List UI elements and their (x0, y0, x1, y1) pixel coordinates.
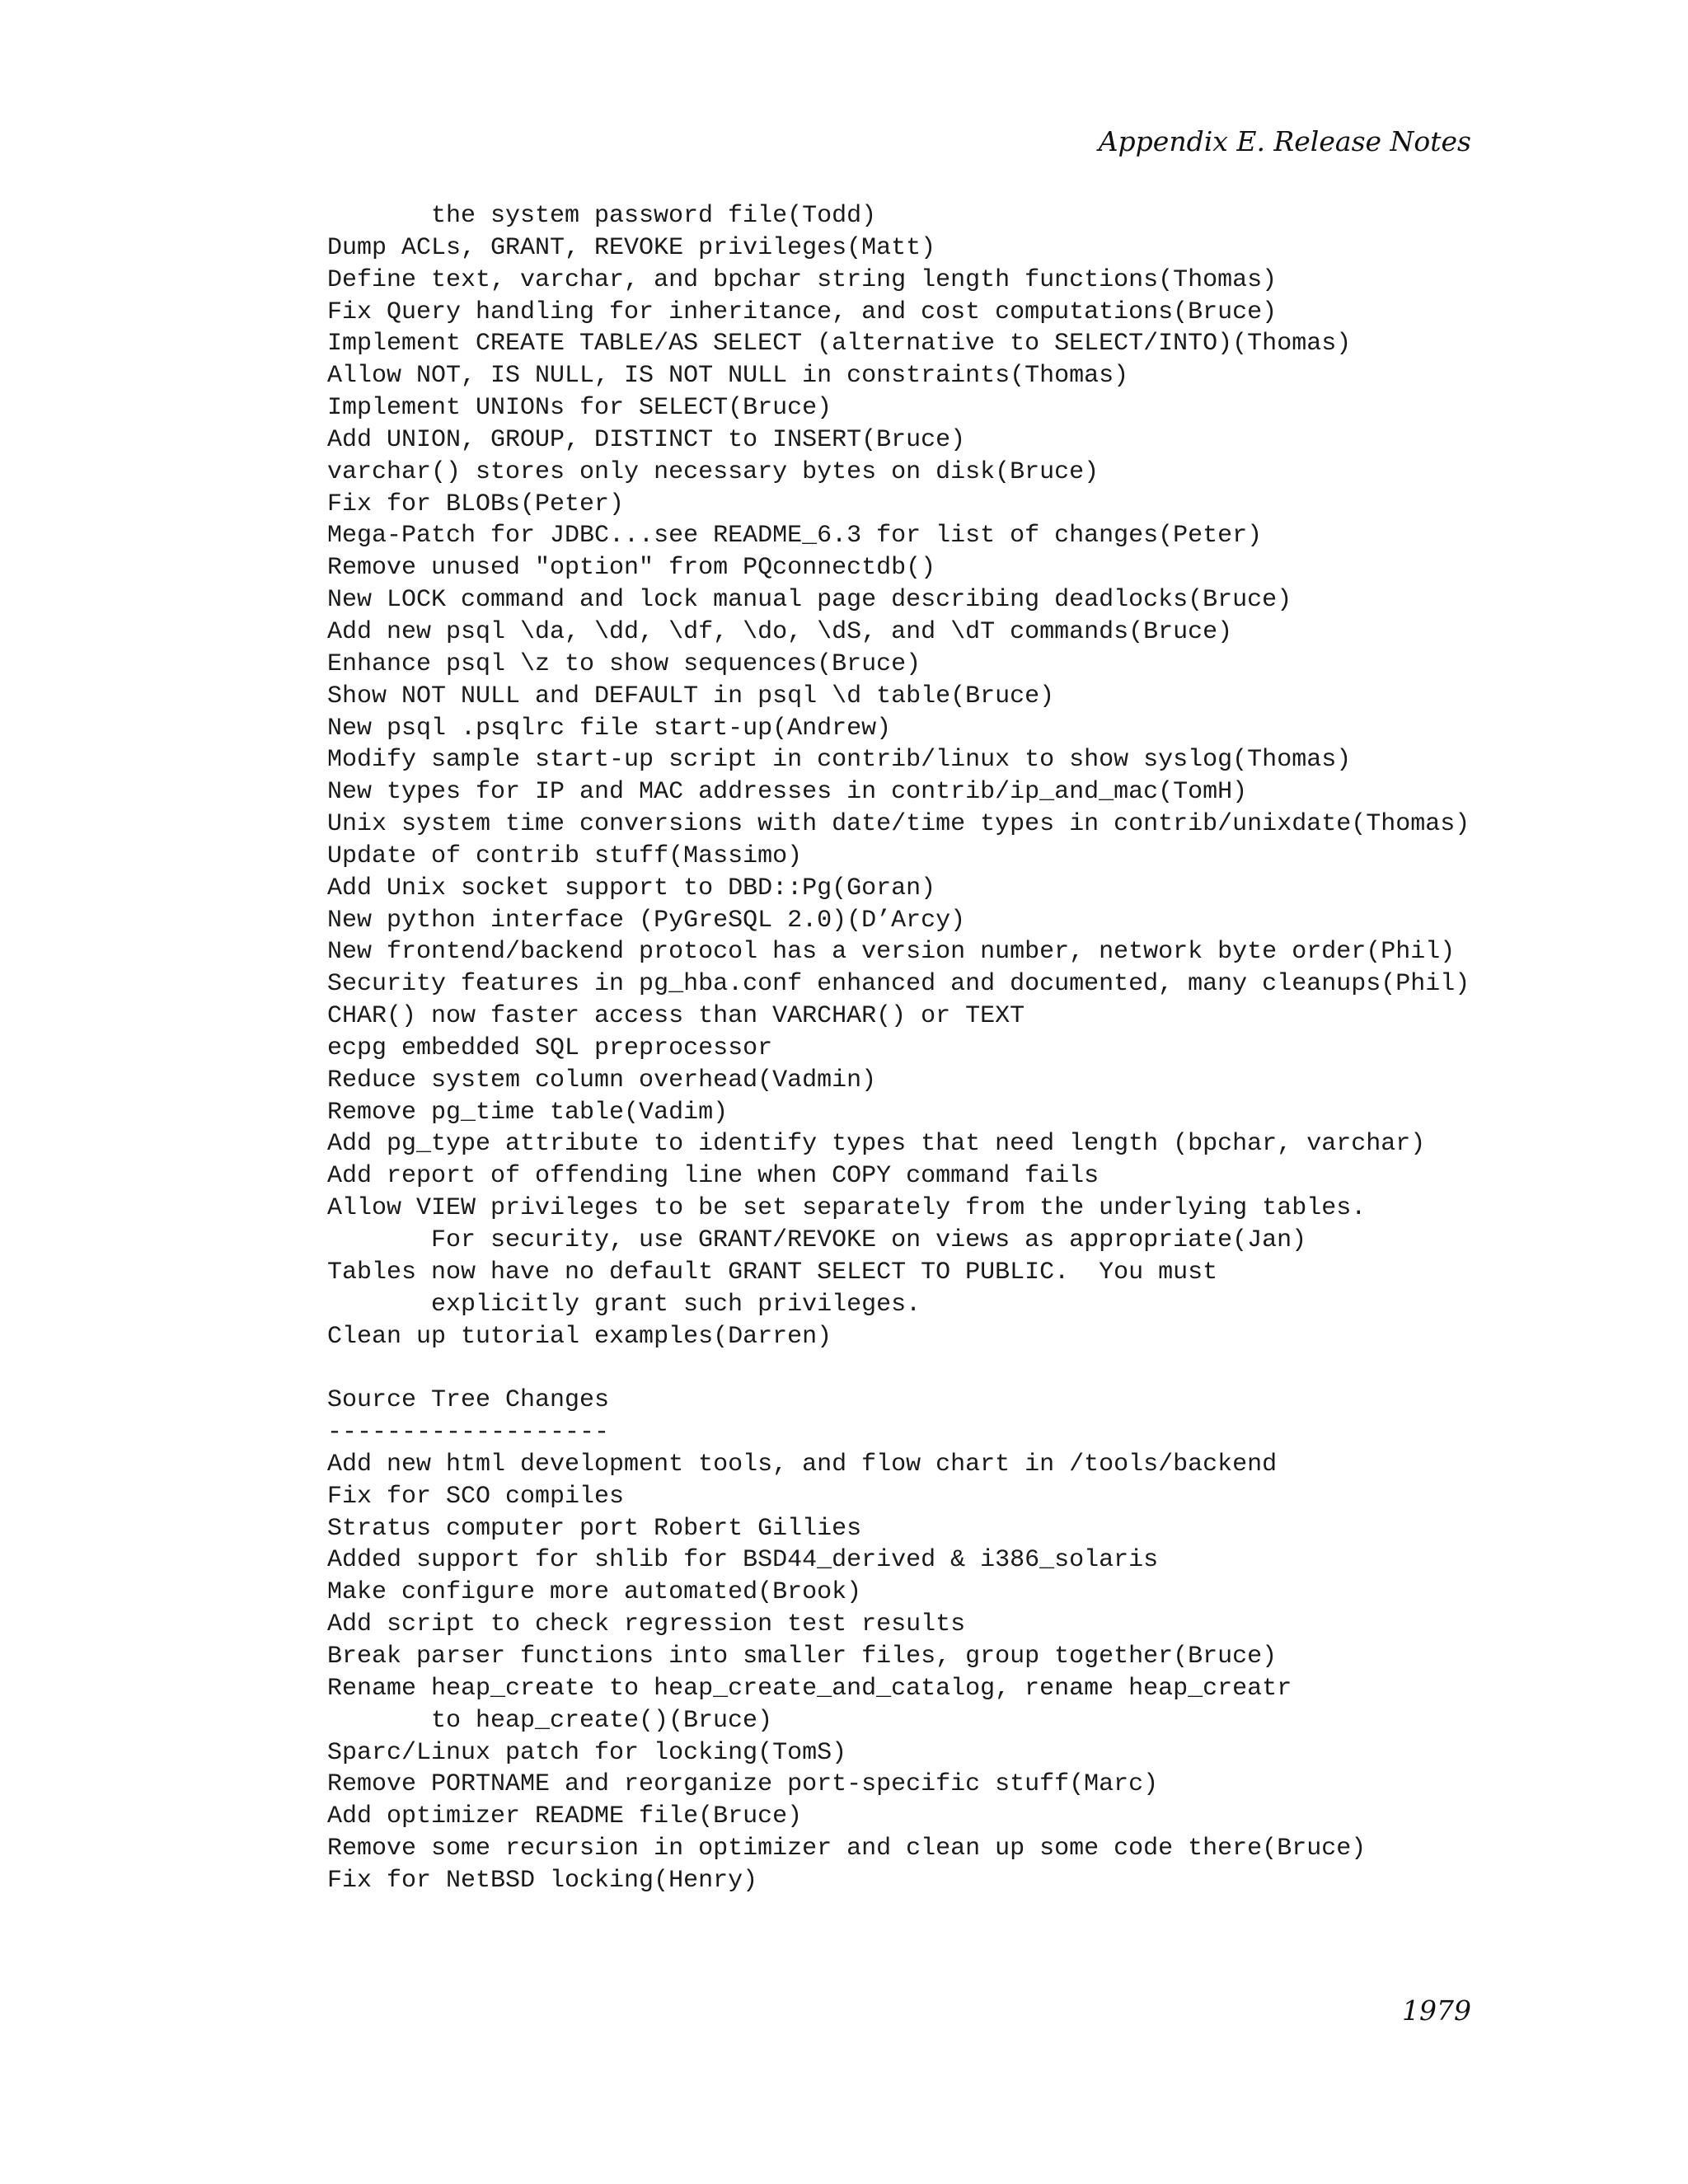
release-note-line: Add report of offending line when COPY command fails (327, 1162, 1100, 1191)
release-note-line: Reduce system column overhead(Vadmin) (327, 1066, 877, 1094)
release-note-line: New frontend/backend protocol has a version number, network byte order(Phil) (327, 938, 1456, 967)
release-note-line: Fix Query handling for inheritance, and cost computations(Bruce) (327, 298, 1278, 326)
release-note-line: Fix for NetBSD locking(Henry) (327, 1866, 758, 1895)
release-note-line: Unix system time conversions with date/time types in contrib/unixdate(Thomas) (327, 810, 1470, 839)
release-note-line: to heap_create()(Bruce) (431, 1706, 773, 1735)
release-note-line: Mega-Patch for JDBC...see README_6.3 for list of changes(Peter) (327, 522, 1263, 551)
release-note-line: Remove pg_time table(Vadim) (327, 1098, 729, 1127)
release-note-line: Allow NOT, IS NULL, IS NOT NULL in constraints(Thomas) (327, 362, 1129, 391)
release-note-line: Add UNION, GROUP, DISTINCT to INSERT(Bruce) (327, 425, 966, 454)
release-note-line: Rename heap_create to heap_create_and_catalog, rename heap_creatr (327, 1674, 1292, 1703)
release-note-line: New LOCK command and lock manual page describing deadlocks(Bruce) (327, 586, 1292, 615)
release-note-line: New types for IP and MAC addresses in contrib/ip_and_mac(TomH) (327, 778, 1248, 807)
release-note-line: Break parser functions into smaller files, group together(Bruce) (327, 1642, 1278, 1671)
release-note-line (327, 1352, 1564, 1385)
release-note-line: Added support for shlib for BSD44_derived & i386_solaris (327, 1546, 1159, 1575)
release-note-line: Stratus computer port Robert Gillies (327, 1514, 862, 1543)
release-note-line: Add new psql \da, \dd, \df, \do, \dS, and \dT commands(Bruce) (327, 617, 1233, 646)
release-note-line: Implement CREATE TABLE/AS SELECT (alternative to SELECT/INTO)(Thomas) (327, 330, 1352, 359)
release-note-line: the system password file(Todd) (431, 202, 877, 230)
release-note-line: Source Tree Changes (327, 1386, 610, 1415)
release-note-line: Add script to check regression test results (327, 1610, 966, 1639)
running-header: Appendix E. Release Notes (1098, 125, 1471, 157)
release-note-line: ------------------- (327, 1418, 610, 1447)
release-note-line: Implement UNIONs for SELECT(Bruce) (327, 394, 832, 423)
release-note-line: Remove some recursion in optimizer and clean up some code there(Bruce) (327, 1835, 1367, 1863)
release-note-line: Fix for SCO compiles (327, 1482, 625, 1511)
release-note-line: Clean up tutorial examples(Darren) (327, 1322, 832, 1351)
release-note-line: Security features in pg_hba.conf enhanced and documented, many cleanups(Phil) (327, 970, 1470, 999)
release-note-line: Dump ACLs, GRANT, REVOKE privileges(Matt) (327, 233, 936, 262)
page-number: 1979 (1402, 1994, 1471, 2027)
release-note-line: Add pg_type attribute to identify types that need length (bpchar, varchar) (327, 1130, 1426, 1159)
release-note-line: Add new html development tools, and flow chart in /tools/backend (327, 1450, 1278, 1479)
release-note-line: Add Unix socket support to DBD::Pg(Goran) (327, 874, 936, 902)
release-note-line: Make configure more automated(Brook) (327, 1578, 862, 1607)
release-note-line: Update of contrib stuff(Massimo) (327, 841, 803, 870)
release-note-line: Tables now have no default GRANT SELECT TO PUBLIC. You must (327, 1258, 1218, 1286)
release-note-line: Remove PORTNAME and reorganize port-specific stuff(Marc) (327, 1770, 1159, 1799)
release-note-line: explicitly grant such privileges. (431, 1290, 921, 1319)
release-note-line: Sparc/Linux patch for locking(TomS) (327, 1738, 847, 1767)
release-note-line: CHAR() now faster access than VARCHAR() or TEXT (327, 1002, 1025, 1031)
release-note-line: Fix for BLOBs(Peter) (327, 490, 625, 518)
release-note-line: Modify sample start-up script in contrib/linux to show syslog(Thomas) (327, 746, 1352, 775)
release-note-line: Show NOT NULL and DEFAULT in psql \d table(Bruce) (327, 682, 1055, 710)
release-note-line: New python interface (PyGreSQL 2.0)(D’Arcy) (327, 906, 966, 935)
release-note-line: Remove unused "option" from PQconnectdb() (327, 554, 936, 583)
release-note-line: For security, use GRANT/REVOKE on views as appropriate(Jan) (431, 1226, 1307, 1254)
release-note-line: New psql .psqlrc file start-up(Andrew) (327, 714, 892, 743)
release-note-line: Define text, varchar, and bpchar string length functions(Thomas) (327, 265, 1278, 294)
release-note-line: Add optimizer README file(Bruce) (327, 1802, 803, 1831)
release-note-line: varchar() stores only necessary bytes on disk(Bruce) (327, 457, 1100, 486)
release-notes-listing (327, 200, 1564, 1897)
release-note-line: ecpg embedded SQL preprocessor (327, 1033, 773, 1062)
release-note-line: Allow VIEW privileges to be set separately from the underlying tables. (327, 1194, 1367, 1223)
release-note-line: Enhance psql \z to show sequences(Bruce) (327, 649, 921, 678)
